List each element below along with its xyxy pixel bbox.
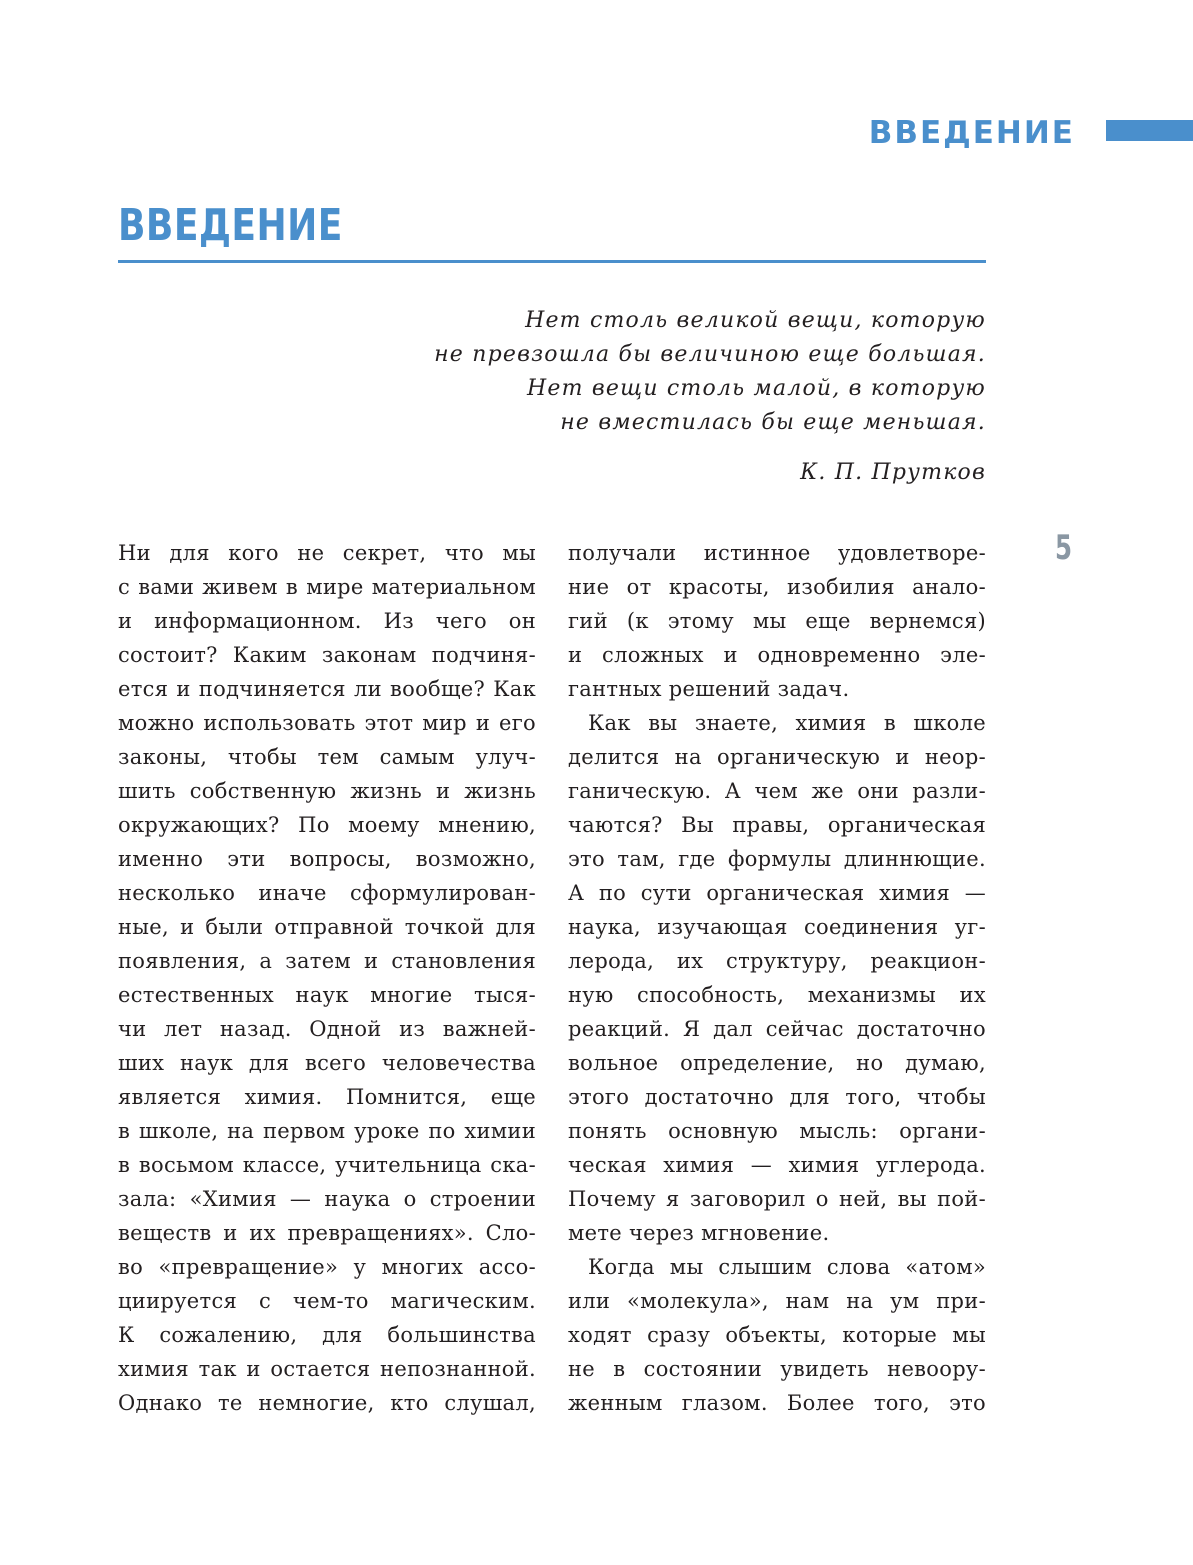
text-line: Ни для кого не секрет, что мы [118,541,536,565]
left-column [118,536,536,1420]
text-line: ную способность, механизмы их [568,983,986,1007]
text-line: или «молекула», нам на ум при- [568,1289,986,1313]
text-line: женным глазом. Более того, это [568,1391,986,1415]
epigraph-line: не превзошла бы величиною еще большая. [434,342,986,367]
text-line: ные, и были отправной точкой для [118,915,536,939]
text-line: химия так и остается непознанной. [118,1357,536,1381]
text-line: состоит? Каким законам подчиня- [118,643,536,667]
text-line: Однако те немногие, кто слушал, [118,1391,536,1415]
text-line: веществ и их превращениях». Сло- [118,1221,536,1245]
text-line: во «превращение» у многих ассо- [118,1255,536,1279]
epigraph [434,304,986,490]
text-line: ших наук для всего человечества [118,1051,536,1075]
text-line: и сложных и одновременно эле- [568,643,986,667]
text-line: окружающих? По моему мнению, [118,813,536,837]
text-line: в школе, на первом уроке по химии [118,1119,536,1143]
page-number: 5 [1055,528,1073,568]
text-line: мете через мгновение. [568,1221,830,1245]
chapter-title: ВВЕДЕНИЕ [118,200,343,251]
text-line: ние от красоты, изобилия анало- [568,575,986,599]
text-line: понять основную мысль: органи- [568,1119,986,1143]
text-line: ческая химия — химия углерода. [568,1153,986,1177]
text-line: законы, чтобы тем самым улуч- [118,745,536,769]
text-line: шить собственную жизнь и жизнь [118,779,536,803]
text-line: вольное определение, но думаю, [568,1051,986,1075]
epigraph-line: Нет вещи столь малой, в которую [527,376,986,401]
text-line: ходят сразу объекты, которые мы [568,1323,986,1347]
text-line: А по сути органическая химия — [568,881,986,905]
text-line: является химия. Помнится, еще [118,1085,536,1109]
text-line: Как вы знаете, химия в школе [588,711,986,735]
right-column [568,536,986,1420]
text-line: ганическую. А чем же они разли- [568,779,986,803]
text-line: не в состоянии увидеть невоору- [568,1357,986,1381]
text-line: зала: «Химия — наука о строении [118,1187,536,1211]
text-line: наука, изучающая соединения уг- [568,915,986,939]
running-head: ВВЕДЕНИЕ [868,115,1075,151]
text-line: и информационном. Из чего он [118,609,536,633]
text-line: чи лет назад. Одной из важней- [118,1017,536,1041]
text-line: в восьмом классе, учительница ска- [118,1153,536,1177]
text-line: с вами живем в мире материальном [118,575,536,599]
epigraph-author: К. П. Прутков [800,460,986,485]
text-line: гий (к этому мы еще вернемся) [568,609,986,633]
text-line: Почему я заговорил о ней, вы пой- [568,1187,986,1211]
text-line: естественных наук многие тыся- [118,983,536,1007]
text-line: реакций. Я дал сейчас достаточно [568,1017,986,1041]
text-line: лерода, их структуру, реакцион- [568,949,986,973]
epigraph-line: Нет столь великой вещи, которую [525,308,986,333]
text-line: это там, где формулы длиннющие. [568,847,986,871]
text-line: этого достаточно для того, чтобы [568,1085,986,1109]
text-line: появления, а затем и становления [118,949,536,973]
text-line: К сожалению, для большинства [118,1323,536,1347]
epigraph-line: не вместилась бы еще меньшая. [560,410,986,435]
text-line: гантных решений задач. [568,677,850,701]
text-line: можно использовать этот мир и его [118,711,536,735]
text-line: несколько иначе сформулирован- [118,881,536,905]
text-line: Когда мы слышим слова «атом» [588,1255,986,1279]
running-head-bar [1106,120,1193,141]
text-line: получали истинное удовлетворе- [568,541,986,565]
text-line: делится на органическую и неор- [568,745,986,769]
text-line: чаются? Вы правы, органическая [568,813,986,837]
title-rule [118,260,986,263]
text-line: циируется с чем-то магическим. [118,1289,536,1313]
text-line: ется и подчиняется ли вообще? Как [118,677,536,701]
text-line: именно эти вопросы, возможно, [118,847,536,871]
